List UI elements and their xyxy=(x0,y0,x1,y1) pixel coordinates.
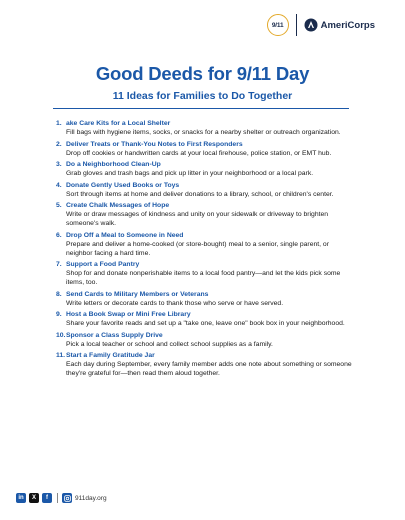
ideas-list xyxy=(56,119,356,381)
header-logos xyxy=(267,14,375,36)
item-title: ake Care Kits for a Local Shelter xyxy=(66,120,171,127)
list-item xyxy=(56,351,356,378)
item-description: Grab gloves and trash bags and pick up litter in your neighborhood or a local park. xyxy=(66,170,314,177)
item-title: Create Chalk Messages of Hope xyxy=(66,202,170,209)
item-description: Pick a local teacher or school and collect school supplies as a family. xyxy=(66,340,273,348)
title-divider xyxy=(53,108,349,109)
item-title: Do a Neighborhood Clean-Up xyxy=(66,161,161,168)
item-title: Drop Off a Meal to Someone in Need xyxy=(66,231,184,239)
item-description: Shop for and donate nonperishable items to a local food pantry—and let the kids pick some items, too. xyxy=(66,270,341,286)
item-description: Write letters or decorate cards to thank those who serve or have served. xyxy=(66,299,284,307)
item-body xyxy=(66,231,356,258)
item-description: Share your favorite reads and set up a "take one, leave one" book box in your neighborhood. xyxy=(66,320,345,327)
item-number: 5. xyxy=(56,202,62,209)
footer-divider xyxy=(57,493,58,503)
list-item xyxy=(56,160,356,178)
linkedin-icon[interactable]: in xyxy=(16,493,26,503)
item-title: Host a Book Swap or Mini Free Library xyxy=(66,311,191,318)
x-icon[interactable]: X xyxy=(29,493,39,503)
list-item xyxy=(56,119,356,137)
item-number: 6. xyxy=(56,231,62,239)
item-body xyxy=(66,351,356,378)
list-item xyxy=(56,331,356,349)
item-number: 11. xyxy=(56,352,66,359)
item-description: Each day during September, every family member adds one note about something or someone they're grateful for—then read them aloud together. xyxy=(66,361,352,377)
item-number: 8. xyxy=(56,290,62,298)
page-subtitle: 11 Ideas for Families to Do Together xyxy=(112,90,293,102)
americorps-emblem-icon xyxy=(304,18,318,32)
item-body xyxy=(66,331,356,349)
item-title: Deliver Treats or Thank-You Notes to First Responders xyxy=(66,140,243,148)
911-logo-text: 9/11 xyxy=(271,21,284,29)
list-item xyxy=(56,310,356,328)
footer-social xyxy=(16,493,107,503)
item-body xyxy=(66,290,356,308)
item-body xyxy=(66,260,356,287)
item-body xyxy=(66,119,356,137)
item-title: Start a Family Gratitude Jar xyxy=(66,352,155,359)
list-item xyxy=(56,231,356,258)
list-item xyxy=(56,260,356,287)
page-title: Good Deeds for 9/11 Day xyxy=(95,63,310,84)
item-description: Prepare and deliver a home-cooked (or store-bought) meal to a senior, single parent, or neighbor facing a hard time. xyxy=(66,240,329,257)
item-number: 10. xyxy=(56,331,66,339)
list-item xyxy=(56,290,356,308)
item-description: Write or draw messages of kindness and unity on your sidewalk or driveway to brighten someone's walk. xyxy=(66,211,329,227)
item-description: Sort through items at home and deliver donations to a library, school, or children's center. xyxy=(66,190,334,198)
americorps-logo xyxy=(304,18,375,32)
item-number: 4. xyxy=(56,181,62,189)
list-item xyxy=(56,201,356,228)
item-number: 1. xyxy=(56,120,62,127)
item-body xyxy=(66,201,356,228)
item-number: 7. xyxy=(56,261,62,268)
instagram-icon[interactable] xyxy=(62,493,72,503)
911-day-logo xyxy=(267,14,289,36)
item-description: Fill bags with hygiene items, socks, or snacks for a nearby shelter or outreach organization. xyxy=(66,129,341,136)
logo-divider xyxy=(296,14,297,36)
item-title: Send Cards to Military Members or Veterans xyxy=(66,290,209,298)
item-number: 3. xyxy=(56,161,62,168)
item-body xyxy=(66,160,356,178)
item-body xyxy=(66,140,356,158)
item-title: Support a Food Pantry xyxy=(66,261,140,268)
item-body xyxy=(66,310,356,328)
website-link[interactable]: 911day.org xyxy=(75,494,107,502)
item-title: Donate Gently Used Books or Toys xyxy=(66,181,180,189)
item-title: Sponsor a Class Supply Drive xyxy=(66,331,163,339)
item-number: 2. xyxy=(56,140,62,148)
americorps-wordmark: AmeriCorps xyxy=(320,19,375,31)
facebook-icon[interactable]: f xyxy=(42,493,52,503)
list-item xyxy=(56,181,356,199)
item-body xyxy=(66,181,356,199)
item-number: 9. xyxy=(56,311,62,318)
item-description: Drop off cookies or handwritten cards at your local firehouse, police station, or EMT hub. xyxy=(66,149,332,157)
list-item xyxy=(56,140,356,158)
